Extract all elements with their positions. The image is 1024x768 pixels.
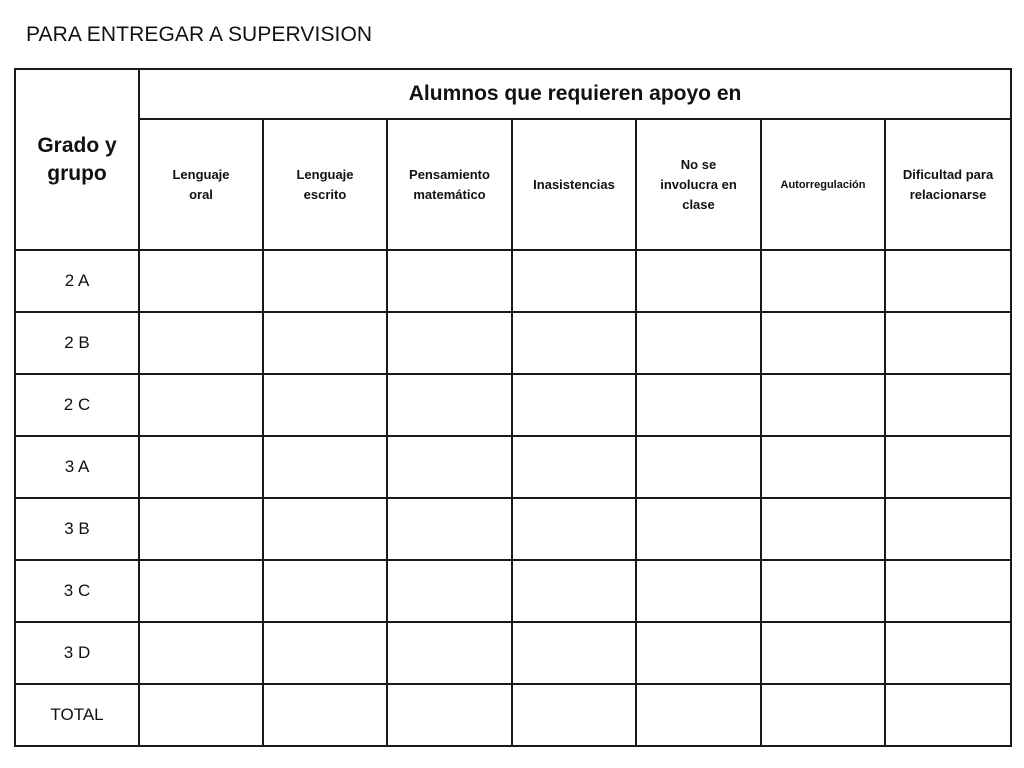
table-cell[interactable]	[139, 498, 263, 560]
table-cell[interactable]	[387, 250, 512, 312]
table-cell[interactable]	[139, 684, 263, 746]
table-cell[interactable]	[139, 436, 263, 498]
table-cell[interactable]	[636, 560, 761, 622]
table-cell[interactable]	[263, 436, 387, 498]
table-cell[interactable]	[885, 312, 1011, 374]
table-cell[interactable]	[761, 374, 885, 436]
table-cell[interactable]	[636, 436, 761, 498]
table-cell[interactable]	[387, 312, 512, 374]
table-cell[interactable]	[387, 374, 512, 436]
table-cell[interactable]	[263, 622, 387, 684]
table-cell[interactable]	[512, 560, 636, 622]
category-header-no-se-involucra: No se involucra en clase	[636, 119, 761, 250]
category-header-dificultad-relacionarse: Dificultad para relacionarse	[885, 119, 1011, 250]
table-cell[interactable]	[636, 684, 761, 746]
table-cell[interactable]	[512, 622, 636, 684]
table-cell[interactable]	[387, 622, 512, 684]
table-cell[interactable]	[139, 250, 263, 312]
row-label-2c: 2 C	[15, 374, 139, 436]
table-cell[interactable]	[263, 312, 387, 374]
table-cell[interactable]	[636, 250, 761, 312]
row-label-3a: 3 A	[15, 436, 139, 498]
table-cell[interactable]	[885, 436, 1011, 498]
table-row-total	[15, 684, 1011, 746]
table-row	[15, 560, 1011, 622]
category-header-inasistencias: Inasistencias	[512, 119, 636, 250]
table-row	[15, 436, 1011, 498]
table-body	[15, 250, 1011, 746]
table-cell[interactable]	[636, 622, 761, 684]
table-cell[interactable]	[885, 622, 1011, 684]
table-cell[interactable]	[263, 250, 387, 312]
table-cell[interactable]	[761, 312, 885, 374]
support-needs-table	[14, 68, 1012, 747]
table-cell[interactable]	[885, 560, 1011, 622]
table-cell[interactable]	[263, 374, 387, 436]
table-row	[15, 312, 1011, 374]
table-row	[15, 622, 1011, 684]
category-header-autorregulacion: Autorregulación	[761, 119, 885, 250]
table-cell[interactable]	[512, 250, 636, 312]
row-label-2a: 2 A	[15, 250, 139, 312]
table-cell[interactable]	[885, 374, 1011, 436]
table-cell[interactable]	[387, 560, 512, 622]
table-cell[interactable]	[512, 374, 636, 436]
category-header-lenguaje-oral: Lenguaje oral	[139, 119, 263, 250]
table-cell[interactable]	[387, 684, 512, 746]
table-cell[interactable]	[636, 374, 761, 436]
table-cell[interactable]	[761, 622, 885, 684]
table-cell[interactable]	[761, 684, 885, 746]
table-cell[interactable]	[885, 498, 1011, 560]
category-header-lenguaje-escrito: Lenguaje escrito	[263, 119, 387, 250]
table-cell[interactable]	[387, 436, 512, 498]
table-cell[interactable]	[139, 374, 263, 436]
table-cell[interactable]	[761, 560, 885, 622]
table-cell[interactable]	[512, 498, 636, 560]
table-cell[interactable]	[512, 436, 636, 498]
table-cell[interactable]	[139, 560, 263, 622]
table-cell[interactable]	[512, 684, 636, 746]
table-cell[interactable]	[761, 250, 885, 312]
table-cell[interactable]	[387, 498, 512, 560]
grade-header-line2: grupo	[47, 161, 107, 185]
grade-group-header	[15, 69, 139, 250]
table-cell[interactable]	[263, 498, 387, 560]
table-cell[interactable]	[636, 312, 761, 374]
table-row	[15, 250, 1011, 312]
grade-header-line1: Grado y	[37, 133, 117, 157]
category-header-pensamiento-matematico: Pensamiento matemático	[387, 119, 512, 250]
row-label-3b: 3 B	[15, 498, 139, 560]
table-cell[interactable]	[263, 684, 387, 746]
row-label-total: TOTAL	[15, 684, 139, 746]
table-cell[interactable]	[512, 312, 636, 374]
table-cell[interactable]	[761, 436, 885, 498]
table-row	[15, 374, 1011, 436]
table-cell[interactable]	[636, 498, 761, 560]
table-row	[15, 498, 1011, 560]
table-cell[interactable]	[263, 560, 387, 622]
row-label-3c: 3 C	[15, 560, 139, 622]
table-cell[interactable]	[885, 250, 1011, 312]
support-group-header: Alumnos que requieren apoyo en	[139, 69, 1011, 119]
table-cell[interactable]	[761, 498, 885, 560]
table-cell[interactable]	[139, 312, 263, 374]
table-cell[interactable]	[885, 684, 1011, 746]
row-label-2b: 2 B	[15, 312, 139, 374]
page-title: PARA ENTREGAR A SUPERVISION	[26, 23, 373, 46]
row-label-3d: 3 D	[15, 622, 139, 684]
table-cell[interactable]	[139, 622, 263, 684]
